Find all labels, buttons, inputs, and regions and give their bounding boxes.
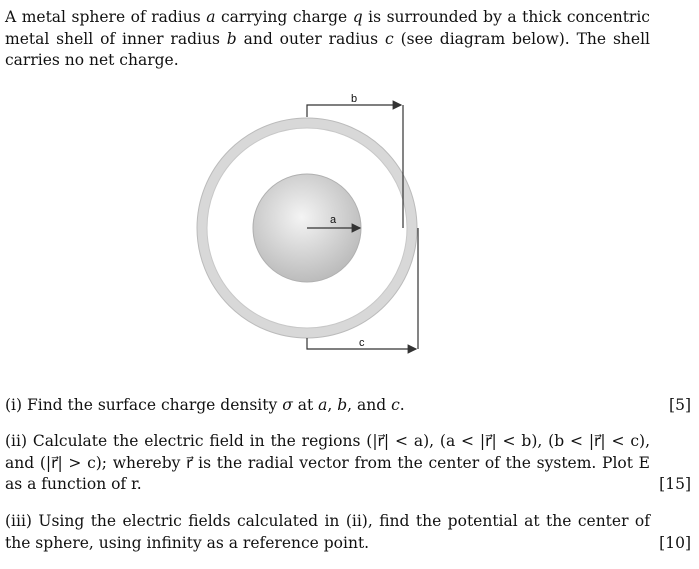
- q1-text-2: at: [292, 396, 319, 414]
- q1-var-b: b: [337, 396, 348, 414]
- var-a: a: [206, 8, 216, 26]
- q1-text-1: (i) Find the surface charge density: [5, 396, 283, 414]
- intro-text-1: A metal sphere of radius: [5, 8, 207, 26]
- var-q: q: [352, 8, 363, 26]
- question-1: [5, 395, 650, 417]
- question-2-marks: [15]: [659, 475, 691, 493]
- question-1-marks: [5]: [669, 396, 691, 414]
- intro-text-5: (see diagram below). The shell carries no net charge.: [5, 29, 650, 69]
- problem-statement: [5, 7, 650, 72]
- q1-text-5: .: [399, 396, 405, 414]
- intro-text-2: carrying charge: [215, 8, 353, 26]
- intro-text-4: and outer radius: [236, 29, 385, 48]
- label-a: a: [330, 214, 337, 226]
- q1-var-a: a: [318, 396, 328, 414]
- q1-text-4: , and: [347, 396, 392, 414]
- var-c: c: [385, 29, 394, 48]
- var-sigma: σ: [282, 396, 293, 414]
- intro-text-3: is surrounded by a thick concentric metal shell of inner radius: [5, 8, 650, 48]
- label-b: b: [351, 93, 358, 105]
- q1-var-c: c: [391, 396, 400, 414]
- question-3: (iii) Using the electric fields calculated in (ii), find the potential at the center of the sphere, using infinity as a reference point.: [5, 512, 650, 552]
- label-c: c: [359, 337, 365, 349]
- question-2: (ii) Calculate the electric field in the regions (|r⃗| < a), (a < |r⃗| < b), (b < |r⃗| < c), and (|r⃗| > c); whereby r⃗ is the radial vector from the center of the system. Plot E as a function of r.: [5, 432, 650, 493]
- question-3-marks: [10]: [659, 534, 691, 552]
- radius-b-bracket: [307, 105, 401, 117]
- sphere-shell-diagram: [190, 88, 430, 356]
- var-b: b: [226, 29, 237, 48]
- q1-text-3: ,: [327, 396, 338, 414]
